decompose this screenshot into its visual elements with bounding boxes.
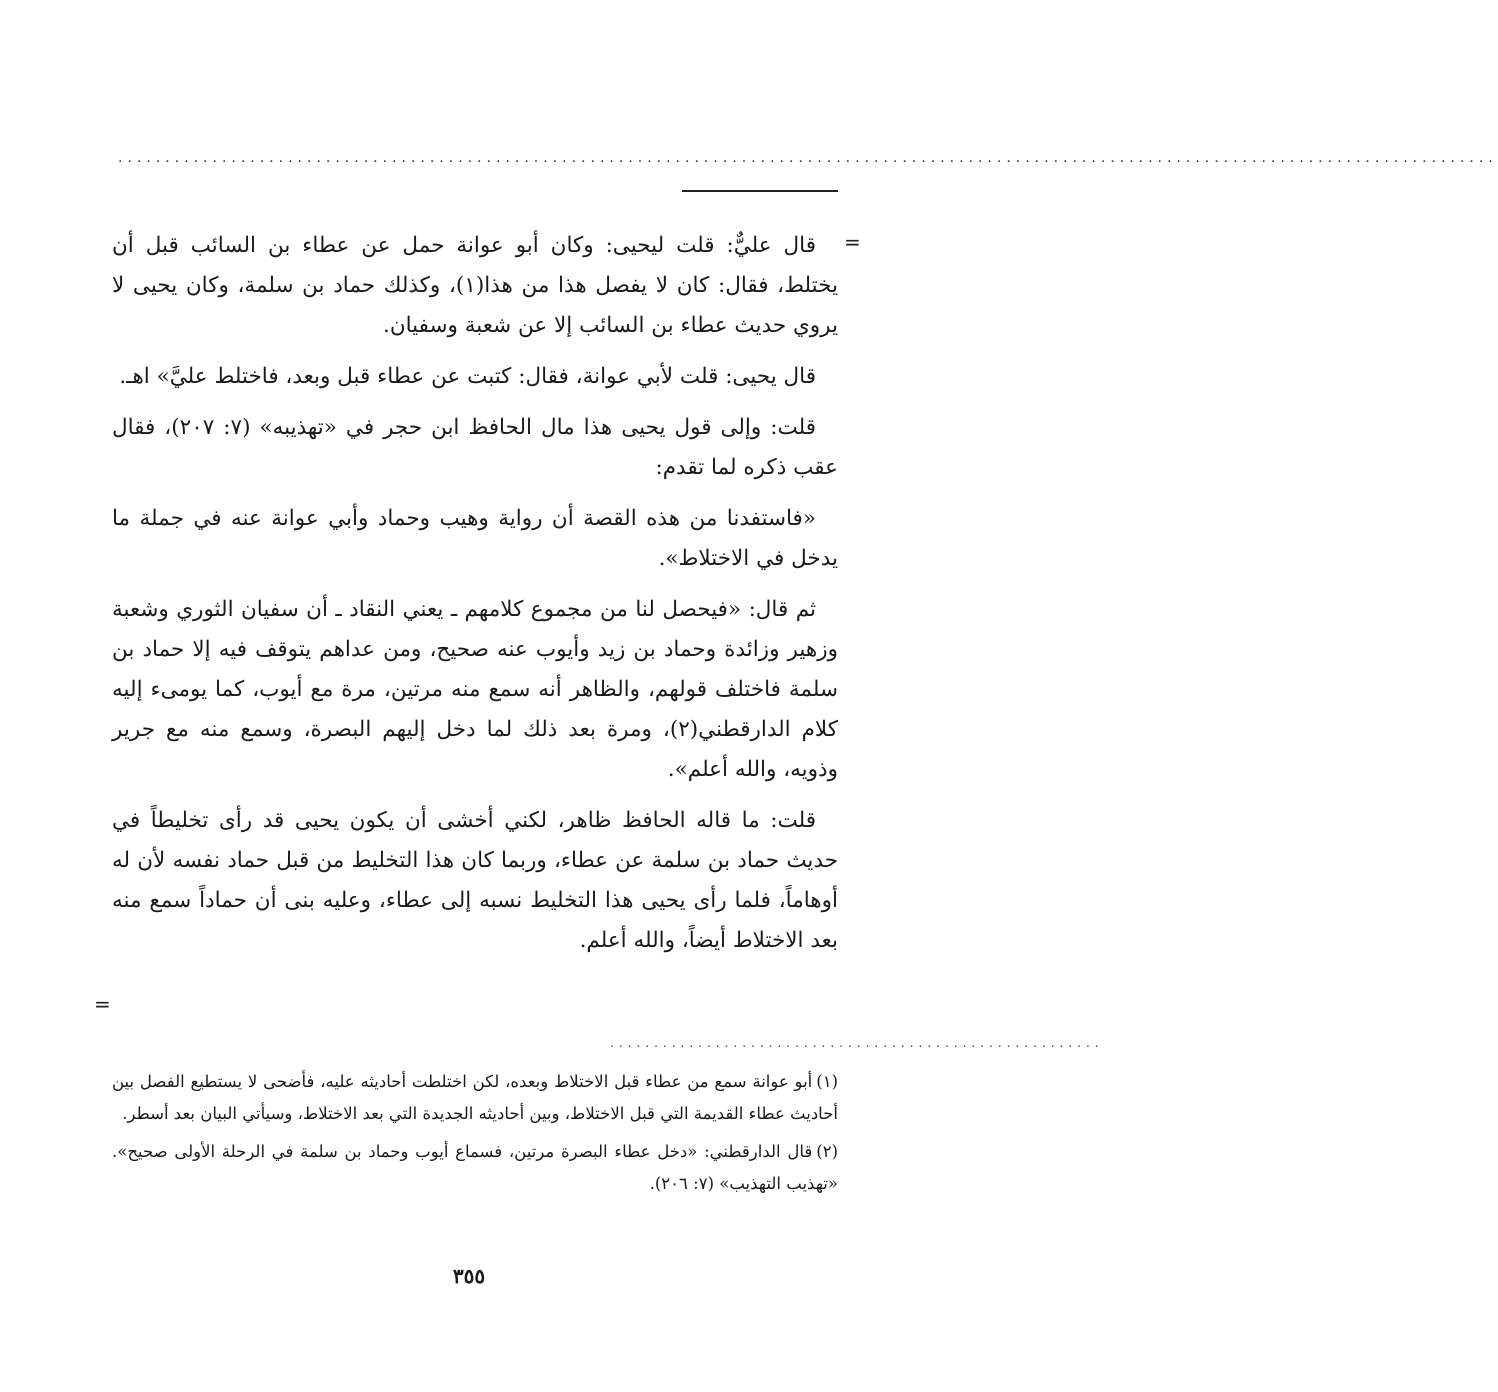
footnote-text: أبو عوانة سمع من عطاء قبل الاختلاط وبعده، لكن اختلطت أحاديثه عليه، فأضحى لا يستطيع الفصل بين أحاديث عطاء القديمة التي قبل الاختلاط، وبين أحاديثه الجديدة التي بعد الاختلاط، وسيأتي البيان بعد أسطر. — [112, 1072, 838, 1123]
footnote-1 — [112, 1066, 838, 1130]
paragraph: ثم قال: «فيحصل لنا من مجموع كلامهم ـ يعني النقاد ـ أن سفيان الثوري وشعبة وزهير وزائدة وحماد بن زيد وأيوب عنه صحيح، ومن عداهم يتوقف فيه إلا حماد بن سلمة فاختلف قولهم، والظاهر أنه سمع منه مرتين، مرة مع أيوب، كما يومىء إليه كلام الدارقطني(٢)، ومرة بعد ذلك لما دخل إليهم البصرة، وسمع منه مع جرير وذويه، والله أعلم». — [112, 597, 838, 782]
continuation-mark-top: = — [844, 230, 861, 254]
paragraph: قلت: وإلى قول يحيى هذا مال الحافظ ابن حجر في «تهذيبه» (٧: ٢٠٧)، فقال عقب ذكره لما تقدم: — [112, 415, 838, 480]
main-text — [112, 226, 838, 972]
footnote-marker: (٢) — [816, 1142, 838, 1161]
paragraph: قلت: ما قاله الحافظ ظاهر، لكني أخشى أن يكون يحيى قد رأى تخليطاً في حديث حماد بن سلمة عن عطاء، وربما كان هذا التخليط من قبل حماد نفسه لأن له أوهاماً، فلما رأى يحيى هذا التخليط نسبه إلى عطاء، وعليه بنى أن حماداً سمع منه بعد الاختلاط أيضاً، والله أعلم. — [112, 808, 838, 953]
paragraph: قال يحيى: قلت لأبي عوانة، فقال: كتبت عن عطاء قبل وبعد، فاختلط عليَّ» اهـ. — [119, 364, 816, 389]
footnote-2 — [112, 1136, 838, 1200]
footnotes — [112, 1066, 838, 1206]
footnote-marker: (١) — [816, 1072, 838, 1091]
continuation-mark-bottom: = — [94, 992, 111, 1016]
paragraph: «فاستفدنا من هذه القصة أن رواية وهيب وحماد وأبي عوانة عنه في جملة ما يدخل في الاختلاط». — [112, 506, 838, 571]
footnote-text: قال الدارقطني: «دخل عطاء البصرة مرتين، فسماع أيوب وحماد بن سلمة في الرحلة الأولى صحيح». «تهذيب التهذيب» (٧: ٢٠٦). — [112, 1142, 838, 1193]
paragraph: قال عليٌّ: قلت ليحيى: وكان أبو عوانة حمل عن عطاء بن السائب قبل أن يختلط، فقال: كان لا يفصل هذا من هذا(١)، وكذلك حماد بن سلمة، وكان يحيى لا يروي حديث عطاء بن السائب إلا عن شعبة وسفيان. — [112, 233, 838, 338]
footnote-separator: ........................................................ — [610, 1036, 1104, 1050]
top-short-rule — [682, 190, 838, 192]
top-dotted-separator: .................................................................................................................................................. — [118, 150, 1498, 166]
page-number: ٣٥٥ — [452, 1264, 486, 1288]
